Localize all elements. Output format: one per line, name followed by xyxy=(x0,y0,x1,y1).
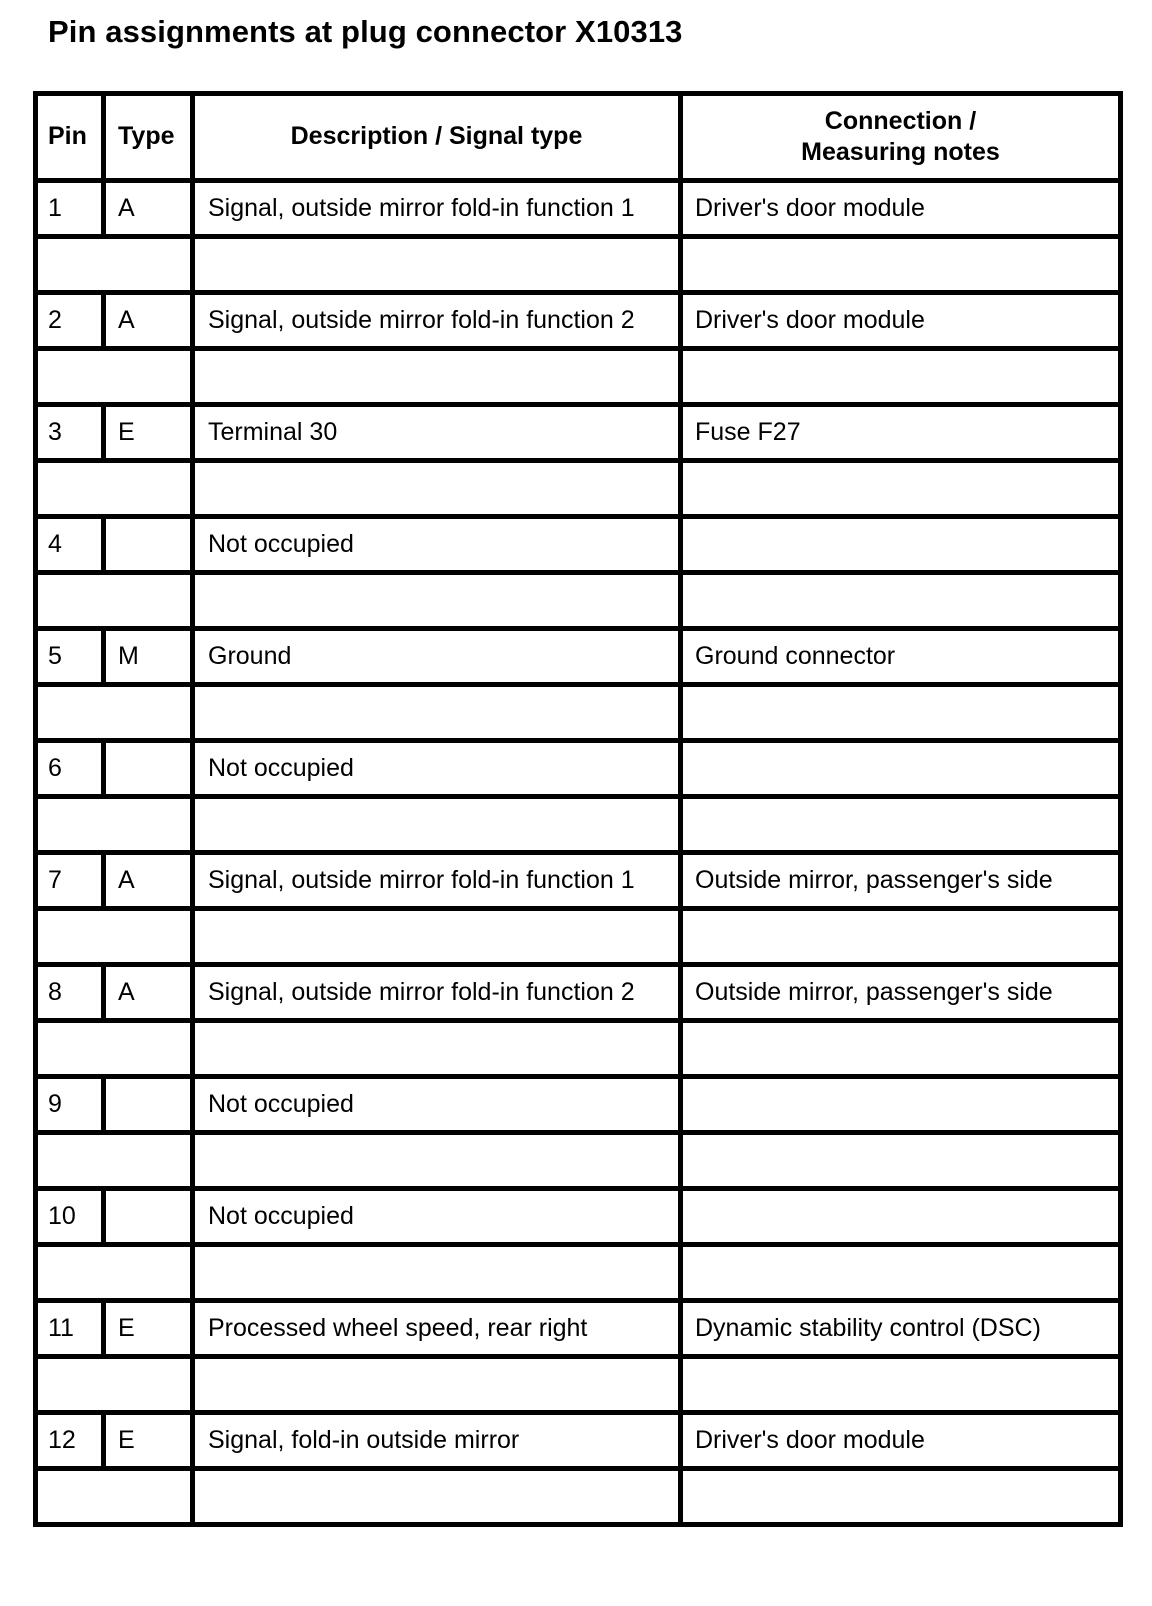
header-connection-line1: Connection / xyxy=(824,106,977,135)
spacer-cell xyxy=(681,461,1121,517)
spacer-row xyxy=(36,1245,1121,1301)
spacer-cell xyxy=(36,237,193,293)
spacer-cell xyxy=(193,1357,681,1413)
connection-cell xyxy=(681,517,1121,573)
description-cell: Signal, outside mirror fold-in function 1 xyxy=(193,853,681,909)
spacer-row xyxy=(36,685,1121,741)
table-row xyxy=(36,293,1121,349)
table-row xyxy=(36,629,1121,685)
description-cell: Terminal 30 xyxy=(193,405,681,461)
type-cell: A xyxy=(104,965,193,1021)
spacer-row xyxy=(36,237,1121,293)
spacer-cell xyxy=(681,349,1121,405)
table-row xyxy=(36,517,1121,573)
table-row xyxy=(36,965,1121,1021)
description-cell: Ground xyxy=(193,629,681,685)
description-cell: Signal, outside mirror fold-in function 1 xyxy=(193,181,681,237)
connection-cell: Fuse F27 xyxy=(681,405,1121,461)
spacer-cell xyxy=(193,573,681,629)
spacer-cell xyxy=(36,909,193,965)
description-cell: Not occupied xyxy=(193,741,681,797)
spacer-cell xyxy=(681,1469,1121,1525)
spacer-row xyxy=(36,1021,1121,1077)
pin-cell: 3 xyxy=(36,405,104,461)
spacer-cell xyxy=(36,1357,193,1413)
connection-cell xyxy=(681,741,1121,797)
connection-cell: Dynamic stability control (DSC) xyxy=(681,1301,1121,1357)
header-pin: Pin xyxy=(36,94,104,181)
table-row xyxy=(36,853,1121,909)
type-cell: A xyxy=(104,853,193,909)
description-cell: Not occupied xyxy=(193,1077,681,1133)
pin-cell: 6 xyxy=(36,741,104,797)
spacer-cell xyxy=(36,1245,193,1301)
type-cell xyxy=(104,517,193,573)
spacer-row xyxy=(36,909,1121,965)
table-row xyxy=(36,1077,1121,1133)
spacer-cell xyxy=(36,349,193,405)
spacer-cell xyxy=(193,909,681,965)
pin-cell: 12 xyxy=(36,1413,104,1469)
spacer-cell xyxy=(193,1469,681,1525)
type-cell: A xyxy=(104,293,193,349)
spacer-row xyxy=(36,573,1121,629)
spacer-cell xyxy=(193,349,681,405)
spacer-cell xyxy=(193,685,681,741)
spacer-cell xyxy=(681,1357,1121,1413)
spacer-cell xyxy=(36,1469,193,1525)
spacer-cell xyxy=(681,1021,1121,1077)
header-description: Description / Signal type xyxy=(193,94,681,181)
description-cell: Not occupied xyxy=(193,517,681,573)
table-row xyxy=(36,1301,1121,1357)
spacer-row xyxy=(36,461,1121,517)
spacer-cell xyxy=(193,1133,681,1189)
connection-cell: Driver's door module xyxy=(681,1413,1121,1469)
type-cell: A xyxy=(104,181,193,237)
connection-cell: Outside mirror, passenger's side xyxy=(681,853,1121,909)
spacer-row xyxy=(36,1357,1121,1413)
spacer-cell xyxy=(193,1021,681,1077)
spacer-cell xyxy=(36,797,193,853)
header-type: Type xyxy=(104,94,193,181)
spacer-cell xyxy=(36,685,193,741)
type-cell: E xyxy=(104,1413,193,1469)
spacer-row xyxy=(36,797,1121,853)
type-cell xyxy=(104,1077,193,1133)
pin-cell: 5 xyxy=(36,629,104,685)
header-connection-line2: Measuring notes xyxy=(801,138,1000,166)
pin-cell: 7 xyxy=(36,853,104,909)
spacer-cell xyxy=(681,237,1121,293)
table-row xyxy=(36,181,1121,237)
pin-cell: 1 xyxy=(36,181,104,237)
spacer-cell xyxy=(681,573,1121,629)
spacer-cell xyxy=(681,1245,1121,1301)
spacer-row xyxy=(36,1133,1121,1189)
spacer-cell xyxy=(193,237,681,293)
table-body xyxy=(36,181,1121,1525)
description-cell: Signal, fold-in outside mirror xyxy=(193,1413,681,1469)
spacer-cell xyxy=(193,797,681,853)
connection-cell xyxy=(681,1189,1121,1245)
pin-cell: 8 xyxy=(36,965,104,1021)
spacer-cell xyxy=(681,797,1121,853)
spacer-row xyxy=(36,1469,1121,1525)
spacer-cell xyxy=(193,461,681,517)
spacer-cell xyxy=(36,1133,193,1189)
table-row xyxy=(36,741,1121,797)
type-cell xyxy=(104,1189,193,1245)
connection-cell xyxy=(681,1077,1121,1133)
connection-cell: Outside mirror, passenger's side xyxy=(681,965,1121,1021)
description-cell: Not occupied xyxy=(193,1189,681,1245)
type-cell xyxy=(104,741,193,797)
pin-cell: 4 xyxy=(36,517,104,573)
spacer-cell xyxy=(681,685,1121,741)
table-row xyxy=(36,1413,1121,1469)
pin-cell: 10 xyxy=(36,1189,104,1245)
pin-cell: 2 xyxy=(36,293,104,349)
description-cell: Processed wheel speed, rear right xyxy=(193,1301,681,1357)
type-cell: E xyxy=(104,405,193,461)
table-row xyxy=(36,1189,1121,1245)
spacer-row xyxy=(36,349,1121,405)
spacer-cell xyxy=(193,1245,681,1301)
header-connection xyxy=(681,94,1121,181)
connection-cell: Driver's door module xyxy=(681,293,1121,349)
connection-cell: Driver's door module xyxy=(681,181,1121,237)
spacer-cell xyxy=(36,573,193,629)
spacer-cell xyxy=(681,1133,1121,1189)
pin-cell: 9 xyxy=(36,1077,104,1133)
page-title: Pin assignments at plug connector X10313 xyxy=(48,14,683,49)
description-cell: Signal, outside mirror fold-in function 2 xyxy=(193,293,681,349)
spacer-cell xyxy=(36,461,193,517)
table-header-row xyxy=(36,94,1121,181)
description-cell: Signal, outside mirror fold-in function 2 xyxy=(193,965,681,1021)
spacer-cell xyxy=(681,909,1121,965)
spacer-cell xyxy=(36,1021,193,1077)
type-cell: M xyxy=(104,629,193,685)
pin-cell: 11 xyxy=(36,1301,104,1357)
table-row xyxy=(36,405,1121,461)
type-cell: E xyxy=(104,1301,193,1357)
connection-cell: Ground connector xyxy=(681,629,1121,685)
pin-assignment-table xyxy=(33,91,1123,1527)
